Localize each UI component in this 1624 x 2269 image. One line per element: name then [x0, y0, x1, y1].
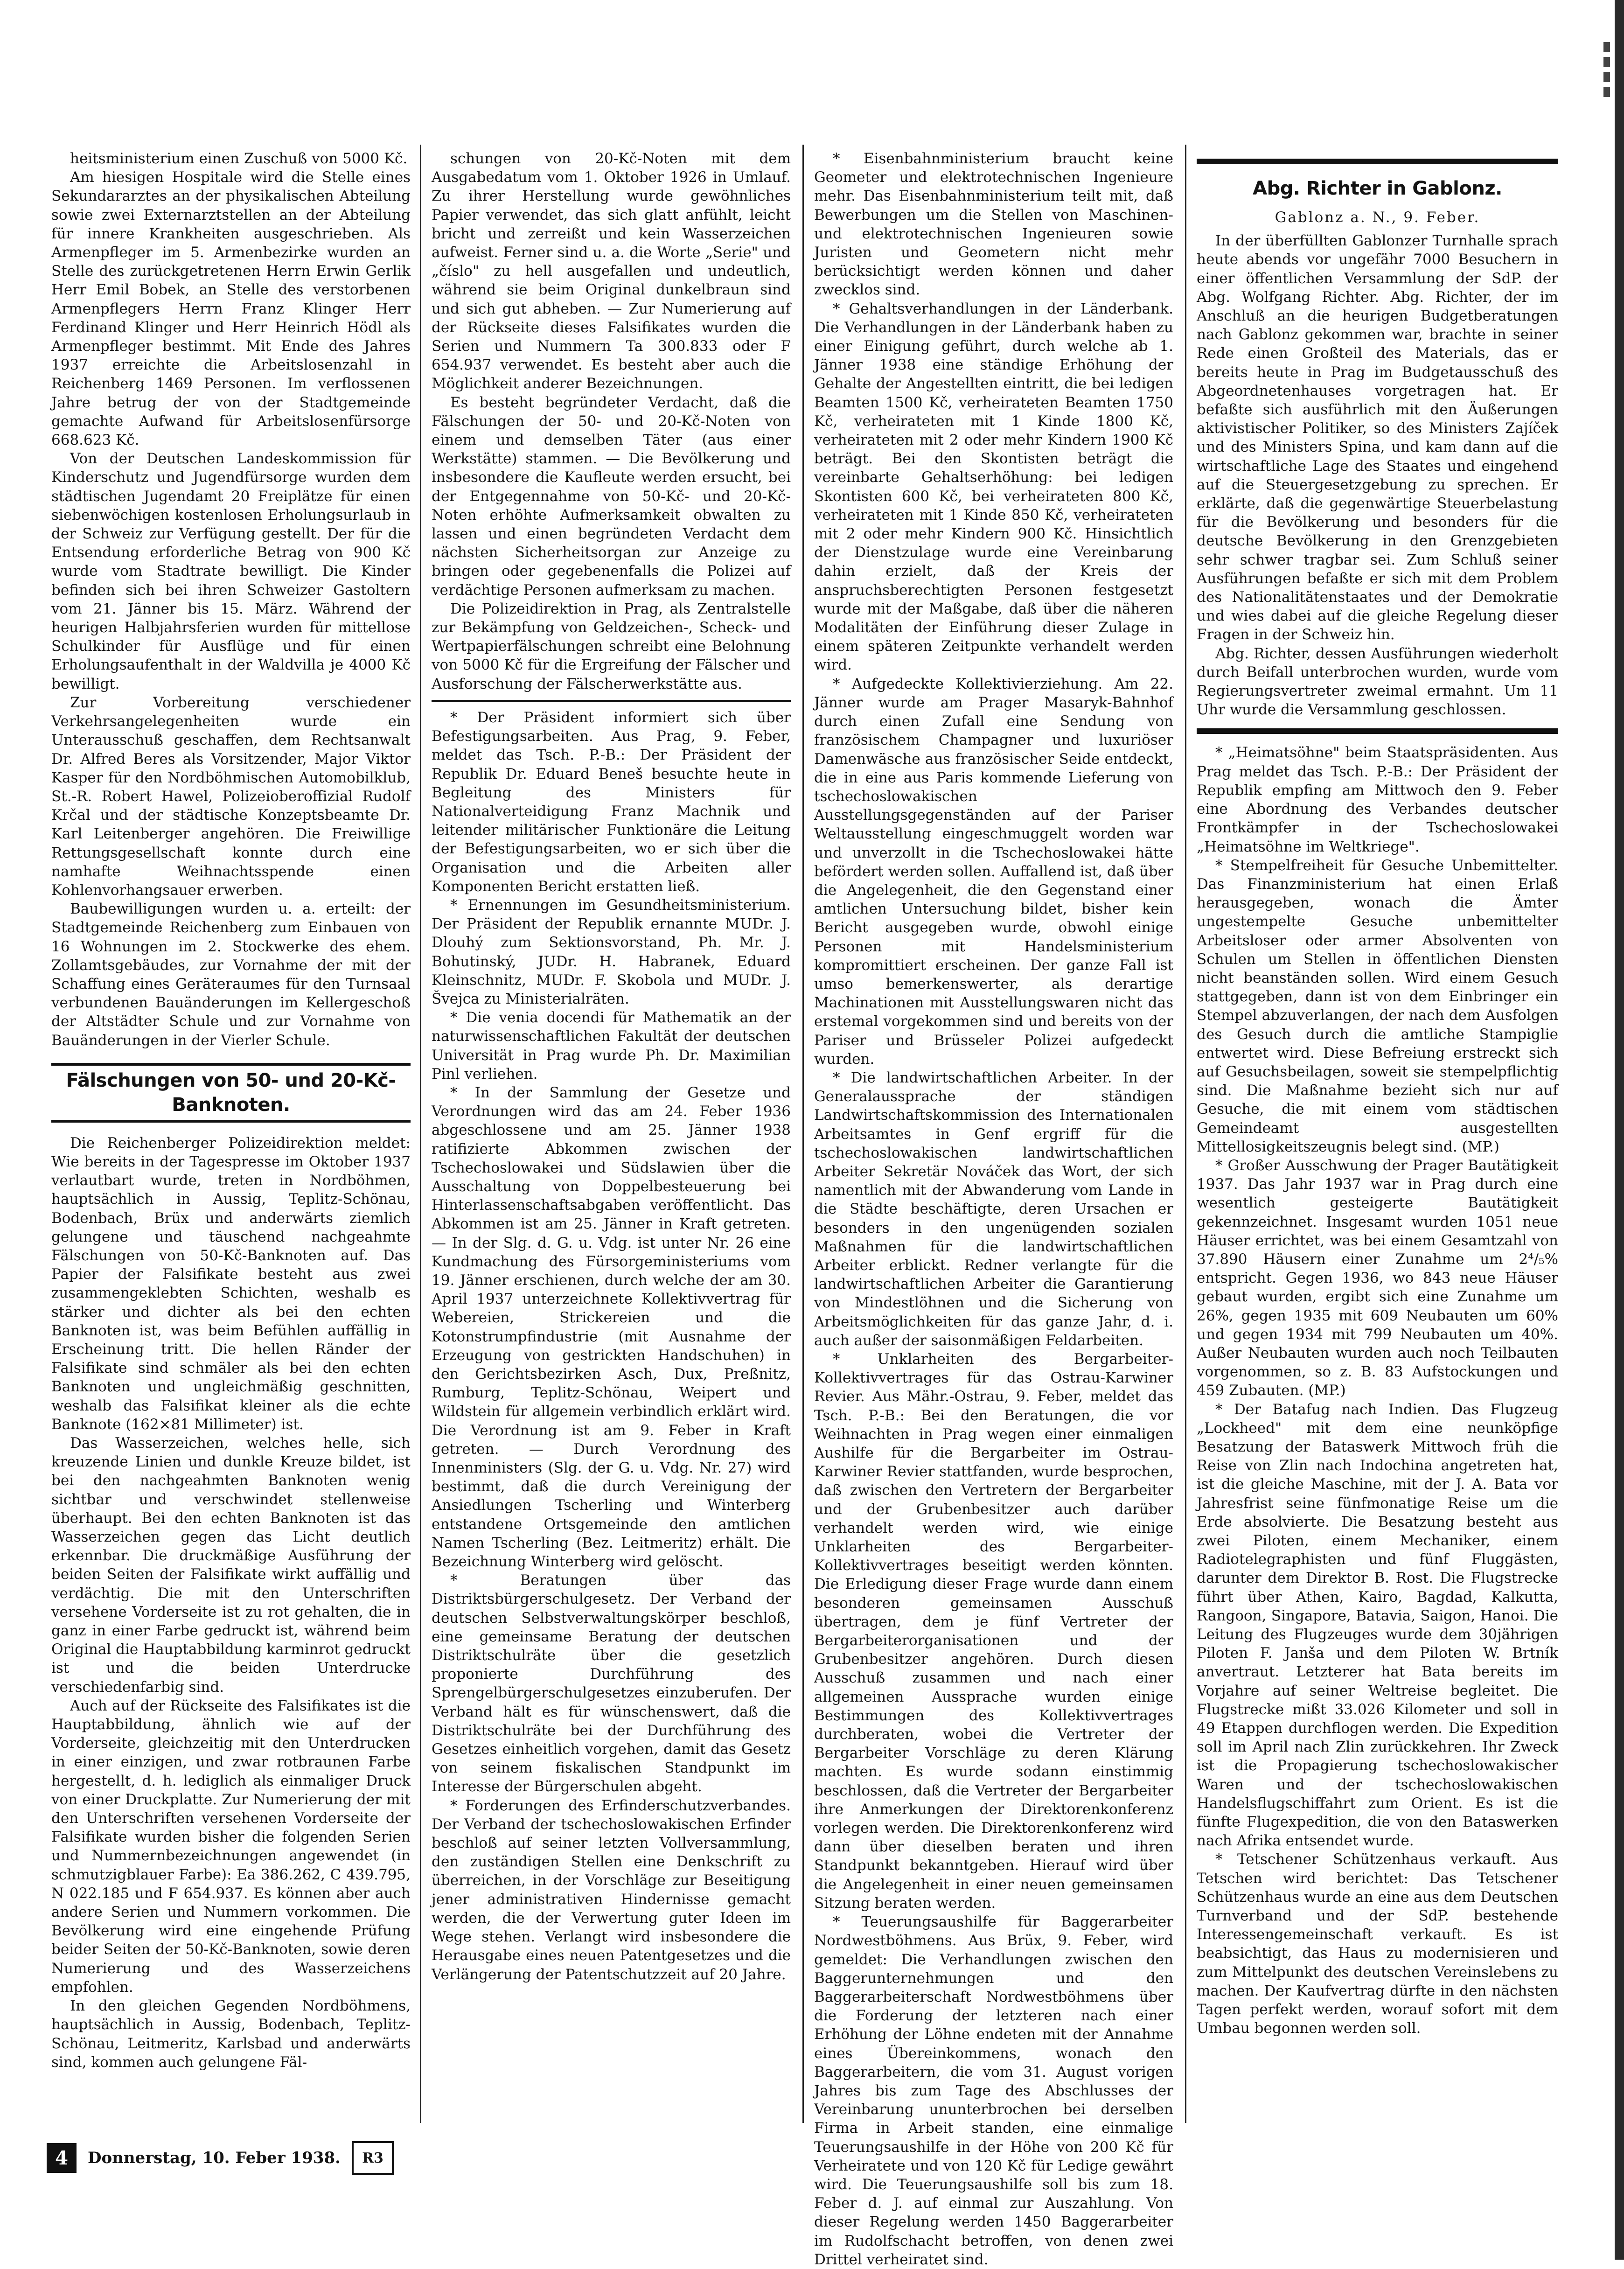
article-paragraph: In der überfüllten Gablonzer Turnhalle sprach heute abends vor ungefähr 7000 Besuchern in einer öffentlichen Versammlung der SdP. der Abg. Wolfgang Richter. Abg. Richter, der im Anschluß an die heurigen Budgetberatungen nach Gablonz gekommen war, brachte in seiner Rede einen Großteil des Materials, das er bereits heute in Prag im Budgetausschuß des Abgeordnetenhauses vorgetragen hat. Er befaßte sich ausführlich mit den Äußerungen aktivistischer Politiker, so des Ministers Zajíček und des Ministers Spina, und kam dann auf die wirtschaftliche Lage des Staates und eingehend auf die Steuergesetzgebung zu sprechen. Er erklärte, daß die gegenwärtige Steuerbelastung für die Bevölkerung und besonders für die deutsche Bevölkerung in den Grenzgebieten sehr schwer tragbar sei. Zum Schluß seiner Ausführungen befaßte er sich mit dem Problem des Nationalitätenstaates und der Demokratie und wies dabei auf die gleiche Regelung dieser Fragen in der Schweiz hin.	[1197, 232, 1558, 643]
dateline: Gablonz a. N., 9. Feber.	[1275, 209, 1480, 226]
section-rule	[432, 700, 791, 702]
article-paragraph: Am hiesigen Hospitale wird die Stelle eines Sekundararztes an der physikalischen Abteilung sowie zwei Externarztstellen an der Abteilung für innere Krankheiten ausgeschrieben. Als Armenpfleger im 5. Armenbezirke wurden an Stelle des zurückgetretenen Herrn Erwin Gerlik Herr Emil Bobek, an Stelle des verstorbenen Armenpflegers Herrn Franz Klinger Herr Ferdinand Klinger und Herr Heinrich Hödl als Armenpfleger bestimmt. Mit Ende des Jahres 1937 erreichte die Arbeitslosenzahl in Reichenberg 1469 Personen. Im verflossenen Jahre betrug der von der Stadtgemeinde gemachte Aufwand für Arbeitslosenfürsorge 668.623 Kč.	[51, 169, 411, 449]
footer-date: Donnerstag, 10. Feber 1938.	[88, 2149, 341, 2167]
article-paragraph: Es besteht begründeter Verdacht, daß die Fälschungen der 50- und 20-Kč-Noten von einem und demselben Täter (aus einer Werkstätte) stammen. — Die Bevölkerung und insbesondere die Kaufleute werden ersucht, bei der Entgegennahme von 50-Kč- und 20-Kč-Noten erhöhte Aufmerksamkeit obwalten zu lassen und einen begründeten Verdacht dem nächsten Sicherheitsorgan zur Anzeige zu bringen oder gegebenenfalls die Polizei auf verdächtige Personen aufmerksam zu machen.	[432, 394, 791, 599]
article-paragraph: In den gleichen Gegenden Nordböhmens, hauptsächlich in Aussig, Bodenbach, Teplitz-Schönau, Leitmeritz, Karlsbad und anderwärts sind, kommen auch gelungene Fäl-	[51, 1997, 411, 2071]
footer-stamp: R3	[352, 2141, 394, 2175]
column-2	[432, 149, 791, 2109]
column-rule	[420, 145, 421, 2123]
news-item: * Teuerungsaushilfe für Baggerarbeiter Nordwestböhmens. Aus Brüx, 9. Feber, wird gemeldet: Die Verhandlungen zwischen den Baggerunternehmungen und den Baggerarbeiterschaft Nordwestböhmens über die Forderung der letzteren nach einer Erhöhung der Löhne endeten mit der Annahme eines Übereinkommens, wonach den Baggerarbeitern, die vom 31. August vorigen Jahres bis zum Tage des Abschlusses der Vereinbarung ununterbrochen bei derselben Firma in Arbeit standen, eine einmalige Teuerungsaushilfe in der Höhe von 200 Kč für Verheiratete und von 120 Kč für Ledige gewährt wird. Die Teuerungsaushilfe soll bis zum 18. Feber d. J. auf einmal zur Auszahlung. Von dieser Regelung werden 1450 Baggerarbeiter im Rudolfschacht betroffen, von denen zwei Drittel verheiratet sind.	[814, 1913, 1173, 2268]
news-item: * Gehaltsverhandlungen in der Länderbank. Die Verhandlungen in der Länderbank haben zu einer Einigung geführt, durch welche ab 1. Jänner 1938 eine ständige Erhöhung der Gehalte der Angestellten eintritt, die bei ledigen Beamten 1500 Kč, verheirateten Beamten 1750 Kč, verheirateten mit 1 Kinde 1800 Kč, verheirateten mit 2 oder mehr Kindern 1900 Kč beträgt. Bei den Skontisten beträgt die vereinbarte Gehaltserhöhung: bei ledigen Skontisten 600 Kč, bei verheirateten 800 Kč, verheirateten mit 1 Kinde 850 Kč, verheirateten mit 2 oder mehr Kindern 900 Kč. Hinsichtlich der Dienstzulage wurde eine Vereinbarung dahin erzielt, daß der Kreis der anspruchsberechtigten Personen festgesetzt wurde mit der Maßgabe, daß über die näheren Modalitäten der Einführung dieser Zulage in einem späteren Zeitpunkte verhandelt werden wird.	[814, 300, 1173, 674]
article-paragraph: Abg. Richter, dessen Ausführungen wiederholt durch Beifall unterbrochen wurden, wurde vom Regierungsvertreter zweimal ermahnt. Um 11 Uhr wurde die Versammlung geschlossen.	[1197, 645, 1558, 719]
article-headline: Abg. Richter in Gablonz.	[1253, 178, 1502, 199]
column-3	[814, 149, 1173, 2268]
news-item: * Eisenbahnministerium braucht keine Geometer und elektrotechnischen Ingenieure mehr. Das Eisenbahnministerium teilt mit, daß Bewerbungen um die Stellen von Maschinen- und elektrotechnischen Ingenieuren sowie Juristen und Geometern nicht mehr berücksichtigt werden können und daher zwecklos sind.	[814, 150, 1173, 299]
article-paragraph: schungen von 20-Kč-Noten mit dem Ausgabedatum vom 1. Oktober 1926 in Umlauf. Zu ihrer Herstellung wurde gewöhnliches Papier verwendet, das sich glatt anfühlt, leicht bricht und zerreißt und kein Wasserzeichen aufweist. Ferner sind u. a. die Worte „Serie" und „číslo" zu hell ausgefallen und undeutlich, während sie beim Original dunkelbraun sind und sich gut abheben. — Zur Numerierung auf der Rückseite dieses Falsifikates wurden die Serien und Nummern Ta 300.833 oder F 654.937 verwendet. Es besteht aber auch die Möglichkeit anderer Bezeichnungen.	[432, 150, 791, 392]
article-paragraph: heitsministerium einen Zuschuß von 5000 Kč.	[70, 150, 408, 167]
news-item: * Großer Ausschwung der Prager Bautätigkeit 1937. Das Jahr 1937 war in Prag durch eine wesentlich gesteigerte Bautätigkeit gekennzeichnet. Insgesamt wurden 1051 neue Häuser errichtet, was bei einem Gesamtzahl von 37.890 Häusern einer Zunahme um 2⁴/₅% entspricht. Gegen 1936, wo 843 neue Häuser gebaut wurden, ergibt sich eine Zunahme um 26%, gegen 1935 mit 609 Neubauten um 60% und gegen 1934 mit 799 Neubauten um 40%. Außer Neubauten wurden auch noch Teilbauten vorgenommen, so z. B. 83 Aufstockungen und 459 Zubauten. (MP.)	[1197, 1157, 1558, 1399]
article-headline: Fälschungen von 50- und 20-Kč-Banknoten.	[51, 1063, 411, 1123]
article-paragraph: Auch auf der Rückseite des Falsifikates ist die Hauptabbildung, ähnlich wie auf der Vorderseite, gleichzeitig mit den Unterdrucken in einer einzigen, und zwar rotbraunen Farbe hergestellt, d. h. lediglich als einmaliger Druck von einer Druckplatte. Zur Numerierung der mit den Unterschriften versehenen Vorderseite der Falsifikate wurden bisher die folgenden Serien und Nummernbezeichnungen angewendet (in schmutzigblauer Farbe): Ea 386.262, C 439.795, N 022.185 und F 654.937. Es können aber auch andere Serien und Nummern vorkommen. Die Bevölkerung wird eine eingehende Prüfung beider Seiten der 50-Kč-Banknoten, sowie deren Numerierung und des Wasserzeichens empfohlen.	[51, 1697, 411, 1996]
article-paragraph: Die Reichenberger Polizeidirektion meldet: Wie bereits in der Tagespresse im Oktober 1937 verlautbart wurde, treten in Nordböhmen, hauptsächlich in Aussig, Teplitz-Schönau, Bodenbach, Brüx und anderwärts ziemlich gelungene und täuschend nachgeahmte Fälschungen von 50-Kč-Banknoten auf. Das Papier der Falsifikate besteht aus zwei zusammengeklebten Schichten, weshalb es stärker und dichter als bei den echten Banknoten ist, was beim Befühlen auffällig in Erscheinung tritt. Die hellen Ränder der Falsifikate sind schmäler als bei den echten Banknoten und ungleichmäßig geschnitten, weshalb das Falsifikat kleiner als die echte Banknote (162×81 Millimeter) ist.	[51, 1134, 411, 1433]
page-footer	[47, 2142, 394, 2174]
news-item: * Die venia docendi für Mathematik an der naturwissenschaftlichen Fakultät der deutschen Universität in Prag wurde Ph. Dr. Maximilian Pinl verliehen.	[432, 1009, 791, 1082]
article-paragraph: Baubewilligungen wurden u. a. erteilt: der Stadtgemeinde Reichenberg zum Einbauen von 16 Wohnungen im 2. Stockwerke des ehem. Zollamtsgebäudes, zur Vornahme der mit der Schaffung eines Geräteraumes für den Turnsaal verbundenen Bauänderungen im Kellergeschoß der Altstädter Schule und zur Vornahme von Bauänderungen in der Vierler Schule.	[51, 901, 411, 1049]
article-paragraph: Von der Deutschen Landeskommission für Kinderschutz und Jugendfürsorge wurden dem städtischen Jugendamt 20 Freiplätze für einen siebenwöchigen kostenlosen Erholungsurlaub in der Schweiz zur Verfügung gestellt. Der für die Entsendung erforderliche Betrag von 900 Kč wurde vom Stadtrate bewilligt. Die Kinder befinden sich bei ihren Schweizer Gastoltern vom 21. Jänner bis 15. März. Während der heurigen Halbjahrsferien wurden für mittellose Schulkinder für Ausflüge und für einen Erholungsaufenthalt in der Waldvilla je 4000 Kč bewilligt.	[51, 450, 411, 692]
news-item: * Die landwirtschaftlichen Arbeiter. In der Generalaussprache der ständigen Landwirtschaftskommission des Internationalen Arbeitsamtes in Genf ergriff für die tschechoslowakischen landwirtschaftlichen Arbeiter Sekretär Nováček das Wort, der sich namentlich mit der Abwanderung vom Lande in die Städte beschäftigte, deren Ursachen er besonders in den ungenügenden sozialen Maßnahmen für die landwirtschaftlichen Arbeiter erblickt. Redner verlangte für die landwirtschaftlichen Arbeiter die Garantierung von Mindestlöhnen und die Sicherung von Arbeitsmöglichkeiten für das ganze Jahr, d. i. auch außer der saisonmäßigen Feldarbeiten.	[814, 1069, 1173, 1349]
column-rule	[1185, 145, 1186, 2123]
article-paragraph: Das Wasserzeichen, welches helle, sich kreuzende Linien und dunkle Kreuze bildet, ist bei den nachgeahmten Banknoten wenig sichtbar und verschwindet stellenweise überhaupt. Bei den echten Banknoten ist das Wasserzeichen gegen das Licht deutlich erkennbar. Die druckmäßige Ausführung der beiden Seiten der Falsifikate wirkt auffällig und verdächtig. Die mit den Unterschriften versehene Vorderseite ist zu rot gehalten, die in ganz in einer Farbe gedruckt ist, während beim Original die Hauptabbildung karminrot gedruckt ist und die beiden Unterdrucke verschiedenfarbig sind.	[51, 1435, 411, 1696]
news-item: * Der Präsident informiert sich über Befestigungsarbeiten. Aus Prag, 9. Feber, meldet das Tsch. P.-B.: Der Präsident der Republik Dr. Eduard Beneš besuchte heute in Begleitung des Ministers für Nationalverteidigung Franz Machnik und leitender militärischer Funktionäre die Leitung der Befestigungsarbeiten, wo er sich über die Organisation und die Arbeiten aller Komponenten Bericht erstatten ließ.	[432, 709, 791, 895]
scan-edge	[1615, 0, 1624, 2260]
column-1	[51, 149, 411, 2109]
news-item: * Stempelfreiheit für Gesuche Unbemittelter. Das Finanzministerium hat einen Erlaß herausgegeben, wonach die Ämter ungestempelte Gesuche unbemittelter Arbeitsloser oder armer Absolventen von Schulen um Stellen in öffentlichen Diensten nicht beanständen sollen. Wird einem Gesuch stattgegeben, dann ist von dem Einbringer ein Stempel abzuverlangen, der nach dem Ausfolgen des Gesuch durch die amtliche Stampiglie entwertet wird. Diese Befreiung erstreckt sich auf Gesuchsbeilagen, soweit sie stempelpflichtig sind. Die Maßnahme bezieht sich nur auf Gesuche, die mit einem vom städtischen Gemeindeamt ausgestellten Mittellosigkeitszeugnis belegt sind. (MP.)	[1197, 857, 1558, 1155]
column-rule	[802, 145, 804, 2123]
article-paragraph: Die Polizeidirektion in Prag, als Zentralstelle zur Bekämpfung von Geldzeichen-, Scheck- und Wertpapierfälschungen schreibt eine Belohnung von 5000 Kč für die Ergreifung der Fälscher und Ausforschung der Fälscherwerkstätte aus.	[432, 600, 791, 692]
news-item: * Beratungen über das Distriktsbürgerschulgesetz. Der Verband der deutschen Selbstverwaltungskörper beschloß, eine gemeinsame Beratung der deutschen Distriktschulräte über die gesetzlich proponierte Durchführung des Sprengelbürgerschulgesetzes einzuberufen. Der Verband hält es für wünschenswert, daß die Distriktschulräte bei der Durchführung des Gesetzes einheitlich vorgehen, damit das Gesetz von seinem fiskalischen Standpunkt im Interesse der Bürgerschulen abgeht.	[432, 1572, 791, 1795]
headline-rule	[1197, 159, 1558, 164]
article-paragraph: Zur Vorbereitung verschiedener Verkehrsangelegenheiten wurde ein Unterausschuß geschaffen, dem Rechtsanwalt Dr. Alfred Beres als Vorsitzender, Major Viktor Kasper für den Nordböhmischen Automobilklub, St.-R. Robert Hawel, Polizeioberoffizial Rudolf Krčal und der städtische Konzeptsbeamte Dr. Karl Leitenberger angehören. Die Freiwillige Rettungsgesellschaft konnte durch eine namhafte Weihnachtsspende einen Kohlenvorhangsauer erwerben.	[51, 694, 411, 899]
news-item: * Forderungen des Erfinderschutzverbandes. Der Verband der tschechoslowakischen Erfinder beschloß auf seiner letzten Vollversammlung, den zuständigen Stellen eine Denkschrift zu überreichen, in der Vorschläge zur Beseitigung jener administrativen Hindernisse gemacht werden, die der Verwertung guter Ideen im Wege stehen. Verlangt wird insbesondere die Herausgabe eines neuen Patentgesetzes und die Verlängerung der Patentschutzzeit auf 20 Jahre.	[432, 1797, 791, 1983]
scan-edge-marks	[1603, 37, 1615, 131]
column-4	[1197, 149, 1558, 2109]
news-item: * Ernennungen im Gesundheitsministerium. Der Präsident der Republik ernannte MUDr. J. Dlouhý zum Sektionsvorstand, Ph. Mr. J. Bohutinský, JUDr. H. Habranek, Eduard Kleinschnitz, MUDr. F. Skobola und MUDr. J. Švejca zu Ministerialräten.	[432, 896, 791, 1007]
news-item: * Tetschener Schützenhaus verkauft. Aus Tetschen wird berichtet: Das Tetschener Schützenhaus wurde an eine aus dem Deutschen Turnverband und der SdP. bestehende Interessengemeinschaft verkauft. Es ist beabsichtigt, das Haus zu modernisieren und zum Mittelpunkt des deutschen Vereinslebens zu machen. Der Kaufvertrag dürfte in den nächsten Tagen perfekt werden, worauf sofort mit dem Umbau begonnen werden soll.	[1197, 1851, 1558, 2037]
section-rule	[1197, 728, 1558, 734]
news-item: * Aufgedeckte Kollektivierziehung. Am 22. Jänner wurde am Prager Masaryk-Bahnhof durch einen Zufall eine Sendung von französischem Champagner und luxuriöser Damenwäsche aus französischer Seide entdeckt, die in eine aus Paris kommende Lieferung von tschechoslowakischen Ausstellungsgegenständen auf der Pariser Weltausstellung eingeschmuggelt worden war und unverzollt in die Tschechoslowakei hätte befördert werden sollen. Auffallend ist, daß über die Angelegenheit, die den Gegenstand einer amtlichen Untersuchung bildet, bisher kein Bericht ausgegeben wurde, obwohl einige Personen mit Handelsministerium kompromittiert erscheinen. Der ganze Fall ist umso bemerkenswerter, als derartige Machinationen mit Ausstellungswaren nicht das erstemal vorgekommen sind und bereits von der Pariser und Brüsseler Polizei aufgedeckt wurden.	[814, 675, 1173, 1068]
news-item: * Der Batafug nach Indien. Das Flugzeug „Lockheed" mit dem eine neunköpfige Besatzung der Bataswerk Mittwoch früh die Reise von Zlin nach Indochina angetreten hat, ist die gleiche Maschine, mit der J. A. Bata vor Jahresfrist seine fünfmonatige Reise um die Erde absolvierte. Die Besatzung besteht aus zwei Piloten, einem Mechaniker, einem Radiotelegraphisten und fünf Fluggästen, darunter dem Direktor B. Rost. Die Flugstrecke führt über Athen, Kairo, Bagdad, Kalkutta, Rangoon, Singapore, Batavia, Saigon, Hanoi. Die Leitung des Flugzeuges wurde dem 30jährigen Piloten F. Janša und dem Piloten W. Brtník anvertraut. Letzterer hat Bata bereits im Vorjahre auf seiner Weltreise begleitet. Die Flugstrecke mißt 33.026 Kilometer und soll in 49 Etappen durchflogen werden. Die Expedition soll im April nach Zlin zurückkehren. Ihr Zweck ist die Propagierung tschechoslowakischer Waren und der tschechoslowakischen Handelsflugschiffahrt zum Orient. Es ist die fünfte Flugexpedition, die von den Bataswerken nach Afrika entsendet wurde.	[1197, 1401, 1558, 1850]
page-number: 4	[47, 2143, 77, 2173]
news-item: * Unklarheiten des Bergarbeiter-Kollektivvertrages für das Ostrau-Karwiner Revier. Aus Mähr.-Ostrau, 9. Feber, meldet das Tsch. P.-B.: Bei den Beratungen, die vor Weihnachten in Prag wegen einer einmaligen Aushilfe für die Bergarbeiter im Ostrau-Karwiner Revier stattfanden, wurde besprochen, daß zwischen den Vertretern der Bergarbeiter und der Grubenbesitzer auch darüber verhandelt werden wird, wie einige Unklarheiten des Bergarbeiter-Kollektivvertrages beseitigt werden könnten. Die Erledigung dieser Frage wurde dann einem besonderen gemeinsamen Ausschuß übertragen, dem je fünf Vertreter der Bergarbeiterorganisationen und der Grubenbesitzer angehören. Durch diesen Ausschuß zusammen und nach einer allgemeinen Aussprache wurden einige Bestimmungen des Kollektivvertrages durchberaten, wobei die Vertreter der Bergarbeiter Vorschläge zu deren Klärung machten. Es wurde sodann einstimmig beschlossen, daß die Vertreter der Bergarbeiter ihre Anmerkungen der Direktorenkonferenz vorlegen werden. Die Direktorenkonferenz wird dann über dieselben beraten und ihren Standpunkt bekanntgeben. Hierauf wird über die Angelegenheit in einer neuen gemeinsamen Sitzung beraten werden.	[814, 1351, 1173, 1912]
news-item: * In der Sammlung der Gesetze und Verordnungen wird das am 24. Feber 1936 abgeschlossene und am 25. Jänner 1938 ratifizierte Abkommen zwischen der Tschechoslowakei und Südslawien über die Ausschaltung von Doppelbesteuerung bei Hinterlassenschaftsabgaben veröffentlicht. Das Abkommen ist am 25. Jänner in Kraft getreten. — In der Slg. d. G. u. Vdg. ist unter Nr. 26 eine Kundmachung des Fürsorgeministeriums vom 19. Jänner erschienen, durch welche der am 30. April 1937 unterzeichnete Kollektivvertrag für Webereien, Strickereien und die Kotonstrumpfindustrie (mit Ausnahme der Erzeugung von gestrickten Handschuhen) in den Gerichtsbezirken Asch, Dux, Preßnitz, Rumburg, Teplitz-Schönau, Weipert und Wildstein für allgemein verbindlich erklärt wird. Die Verordnung ist am 9. Feber in Kraft getreten. — Durch Verordnung des Innenministers (Slg. der G. u. Vdg. Nr. 27) wird bestimmt, daß die durch Vereinigung der Ansiedlungen Tscherling und Winterberg entstandene Ortsgemeinde den amtlichen Namen Tscherling (Bez. Leitmeritz) erhält. Die Bezeichnung Winterberg wird gelöscht.	[432, 1084, 791, 1571]
news-item: * „Heimatsöhne" beim Staatspräsidenten. Aus Prag meldet das Tsch. P.-B.: Der Präsident der Republik empfing am Mittwoch den 9. Feber eine Abordnung des Verbandes deutscher Frontkämpfer in der Tschechoslowakei „Heimatsöhne im Weltkriege".	[1197, 744, 1558, 855]
